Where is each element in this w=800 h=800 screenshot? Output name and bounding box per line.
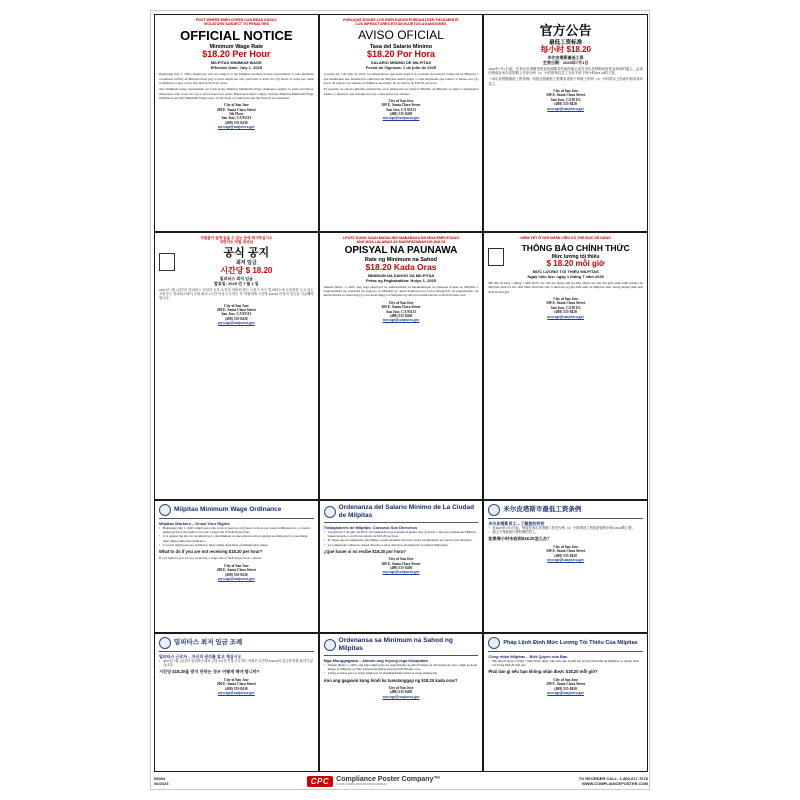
contact-email-link[interactable]: mywage@sanjoseca.gov xyxy=(547,106,585,111)
ordinance-bullet: • It is against the law for an employer to discriminate or take adverse action against an employee for exercising their rights under the Ordinance. xyxy=(159,534,314,542)
contact-phone: (408) 535-8430 xyxy=(225,686,248,691)
ordinance-title: Milpitas Minimum Wage Ordinance xyxy=(174,506,282,513)
notice-rate: $18.20 Per Hour xyxy=(202,49,271,60)
notice-rate: $18.20 Por Hora xyxy=(366,49,436,60)
city-seal-icon xyxy=(159,637,171,649)
contact-name: City of San Jose xyxy=(388,686,414,691)
contact-email-link[interactable]: mywage@sanjoseca.gov xyxy=(382,116,420,121)
contact-block xyxy=(159,678,314,696)
notice-spanish xyxy=(319,14,484,232)
notice-subtitle: Minimum Wage Rate xyxy=(209,44,264,51)
contact-email-link[interactable]: mywage@sanjoseca.gov xyxy=(217,321,255,326)
ordinance-title: Ordenansa sa Minimum na Sahod ng Milpitas xyxy=(338,637,453,652)
flag-line xyxy=(159,236,314,244)
contact-block xyxy=(324,301,479,323)
flag-line-2: VIOLATORS SUBJECT TO PENALTIES xyxy=(203,22,269,27)
city-seal-icon xyxy=(324,639,336,651)
notice-chinese xyxy=(483,14,648,232)
notice-effective: 발효일: 2025 년 7 월 1 일 xyxy=(214,280,259,286)
contact-address-3: San Jose, CA 95113 xyxy=(221,116,252,121)
ordinance-question: Phải làm gì nếu bạn không nhận được $18.20 mỗi giờ? xyxy=(488,669,598,675)
notice-rate: 每小时 $18.20 xyxy=(540,45,592,55)
contact-block xyxy=(159,304,314,326)
contact-phone: (408) 535-8430 xyxy=(389,112,413,117)
notice-rate: 시간당 $ 18.20 xyxy=(220,265,273,275)
city-seal-icon xyxy=(488,637,500,649)
ordinance-section-title: Công nhân Milpitas – Biết Quyền của Bạn xyxy=(488,654,568,659)
contact-address-1: 200 E. Santa Clara Street xyxy=(546,93,586,98)
contact-email-link[interactable]: mywage@sanjoseca.gov xyxy=(382,570,420,575)
notice-subtitle: Tasa del Salario Mínimo xyxy=(369,44,433,51)
reorder-website-link[interactable]: WWW.COMPLIANCEPOSTER.COM xyxy=(581,781,648,786)
brand-name: Compliance Poster Company™ xyxy=(336,776,441,783)
ordinance-section-title: Mga Manggagawa – Alamin ang Inyong mga Karapatan xyxy=(323,658,428,663)
ordinance-bullet: • Bắt đầu từ ngày 1 tháng 7 năm 2025, nhân viên làm việc ít nhất hai (2) giờ mỗi tuần tại Milpitas có quyền được trả lương $18.20 mỗi giờ. xyxy=(488,659,643,667)
contact-address-1: 200 E. Santa Clara Street xyxy=(381,103,421,108)
notice-title: OPISYAL NA PAUNAWA xyxy=(344,245,458,257)
contact-phone: (408) 535-8430 xyxy=(389,313,413,318)
notice-english xyxy=(154,14,319,232)
contact-block xyxy=(488,297,643,319)
contact-email-link[interactable]: mywage@sanjoseca.gov xyxy=(547,314,585,319)
flag-line-1: PUBLIQUE DONDE LOS EMPLEADOS PUEDAN LEER FÁCILMENTE xyxy=(343,18,459,22)
flag-line xyxy=(324,236,479,244)
flag-line-2: LOS INFRACTORES ESTÁN SUJETOS A SANCIONES xyxy=(355,22,447,27)
contact-address-1: 200 E. Santa Clara Street xyxy=(381,305,421,310)
contact-name: City of San Jose xyxy=(553,296,578,301)
notice-subtitle: 最低工资标准 xyxy=(549,40,583,46)
contact-name: City of San Jose xyxy=(388,557,414,562)
notice-vietnamese xyxy=(483,232,648,500)
notice-title: OFFICIAL NOTICE xyxy=(180,28,293,44)
ordinance-bullet: • Es ilegal que un empleador discrimine o tome medidas adversas contra un empleado por ejercer sus derechos. xyxy=(324,538,479,542)
contact-address-3: San Jose, CA 95113 xyxy=(221,312,252,317)
contact-phone: (408) 535-8430 xyxy=(225,316,248,321)
notice-subtitle: Rate ng Minimum na Sahod xyxy=(364,257,438,264)
ordinance-section-title: 밀피타스 근로자 – 자신의 권리를 알고 계십시오 xyxy=(159,654,242,659)
notice-para-2: 《米尔皮塔斯最低工资条例》所规定的最低工资要求适用于每周工作两（2）小时或以上的成年和未成年员工。 xyxy=(488,77,643,86)
flag-line xyxy=(488,236,643,240)
ordinance-header xyxy=(159,637,314,652)
contact-address-3: San Jose, CA 95113 xyxy=(550,97,581,102)
contact-phone: (408) 535-8430 xyxy=(554,310,577,315)
contact-name: City of San Jose xyxy=(223,563,249,568)
contact-address-2: 5th Floor xyxy=(229,111,244,116)
contact-email-link[interactable]: mywage@sanjoseca.gov xyxy=(382,318,420,323)
notice-effective: Petsa ng Pagkakabisa: Hulyo 1, 2025 xyxy=(365,277,437,283)
notice-para-1: 2025年7月1日起，在米尔皮塔斯受营业执照要求约束的雇主或在米尔皮塔斯设有营业场所的雇主，必须向每周在米尔皮塔斯工作至少两（2）小时的每位员工支付不低于每小时$18.20的工资。 xyxy=(488,66,643,76)
contact-address-1: 200 E. Santa Clara Street xyxy=(546,682,586,687)
contact-name: City of San Jose xyxy=(388,300,414,305)
notice-para-2: The minimum wage requirement set forth in the Milpitas Minimum Wage Ordinance applies to adult and minor employees who work two (2) or more hours per week. Employers must comply with the Milpitas Minimum Wage Ordinance and the Minimum Wage Laws of the State of California and the Federal Government. xyxy=(159,87,314,100)
contact-phone: (408) 535-8430 xyxy=(389,690,413,695)
notice-para-1: Bắt đầu từ ngày 1 tháng 7 năm 2025, các chủ lao động chịu sự điều chỉnh của yêu cầu giấy phép kinh doanh của Milpitas phải trả cho mỗi nhân viên làm việc ít nhất hai (2) giờ mỗi tuần tại Milpitas mức lương không thấp hơn $18.20 mỗi giờ. xyxy=(488,281,643,294)
ordinance-question: ¿Qué hacer si no recibe $18.20 por hora? xyxy=(323,548,406,554)
contact-address-1: 200 E. Santa Clara Street xyxy=(216,308,256,312)
notice-org: MỨC LƯƠNG TỐI THIỂU MILPITAS xyxy=(532,269,599,274)
ordinance-header xyxy=(488,504,643,519)
ordinance-chinese xyxy=(483,500,648,633)
notice-org: 밀피타스 최저 임금 xyxy=(219,275,253,281)
notice-korean xyxy=(154,232,319,500)
contact-block xyxy=(324,686,479,699)
city-seal-icon xyxy=(159,504,171,516)
contact-phone: (408) 535-8430 xyxy=(225,120,248,125)
contact-block xyxy=(488,545,643,563)
contact-email-link[interactable]: mywage@sanjoseca.gov xyxy=(217,576,255,581)
ordinance-bullet: • Covered employees are entitled to these rights regardless of immigration status. xyxy=(159,543,314,547)
ordinance-bullet: • Los empleados cubiertos tienen derecho a estos derechos sin importar su estatus migratorio. xyxy=(324,543,479,547)
ordinance-bullet: • 自2025年7月1日起，每周在米尔皮塔斯工作至少两（2）小时的员工有权获得每小时$18.20的工资。 xyxy=(488,526,643,530)
notice-rate: $ 18.20 mỗi giờ xyxy=(546,259,605,269)
contact-name: City of San Jose xyxy=(553,89,578,94)
flag-line-1: NIÊM YẾT Ở NƠI NHÂN VIÊN CÓ THỂ ĐỌC DỄ DÀNG xyxy=(520,236,611,240)
notice-para-1: A partir del 1 de julio de 2025, los empleadores que están sujetos al requisito de licencia comercial de Milpitas o que mantienen una instalación comercial en Milpitas deben pagar a cada empleado que realice al menos dos (2) horas de trabajo por semana en Milpitas un salario de no menos de $18.20 por hora. xyxy=(323,72,479,85)
us-flag-icon xyxy=(488,248,504,266)
ordinance-korean xyxy=(154,633,319,772)
ordinance-title: Pháp Lệnh Định Mức Lương Tối Thiểu Của Milpitas xyxy=(503,639,638,646)
notice-title: THÔNG BÁO CHÍNH THỨC xyxy=(521,243,630,254)
contact-name: City of San Jose xyxy=(388,98,414,103)
contact-email-link[interactable]: mywage@sanjoseca.gov xyxy=(217,125,255,130)
poster-revision: 06/2025 xyxy=(154,781,169,786)
notice-effective: Fecha de Vigencia: 1 de julio de 2025 xyxy=(365,65,437,71)
contact-block xyxy=(159,564,314,582)
contact-name: City of San Jose xyxy=(553,544,578,549)
contact-phone: (408) 535-8430 xyxy=(554,686,577,691)
ordinance-section-title: Milpitas Workers – Know Your Rights xyxy=(159,521,230,526)
contact-address-3: San Jose, CA 95113 xyxy=(386,107,416,112)
cpc-logo: CPC xyxy=(307,776,333,787)
notice-para-1: 2025년 7월 1일부터 밀피타스 사업자 등록 요건의 적용을 받는 고용주 또는 밀피타스에 사업장을 두고 있는 고용주는 밀피타스에서 주당 최소 2시간 이상 근무하는 각 직원에게 시간당 $18.20 이상의 임금을 지급해야 합니다. xyxy=(159,287,314,301)
notice-title: 官方公告 xyxy=(539,23,592,38)
notice-para-1: Beginning July 1, 2025, employers who are subject to the Milpitas business license requirement or who maintain a business facility in Milpitas must pay to each employee who performs at least two (2) hours of work per week in Milpitas wages of not less than $18.20 per hour. xyxy=(159,72,314,85)
ordinance-bullet: • A partir del 1 de julio de 2025, los empleados que trabajan al menos dos (2) horas o más por semana en Milpitas tienen derecho a recibir un salario de $18.20 por hora. xyxy=(324,530,479,538)
ordinance-vietnamese xyxy=(483,633,648,772)
contact-block xyxy=(488,89,643,111)
contact-email-link[interactable]: mywage@sanjoseca.gov xyxy=(547,691,585,696)
notice-effective: 生效日期：2025年7月1日 xyxy=(542,59,589,65)
ordinance-bullet: • Labag sa batas para sa isang employer na magdiskrimina laban sa isang empleyado. xyxy=(324,671,479,675)
contact-address-1: 200 E. Santa Clara Street xyxy=(546,549,586,554)
contact-address-3: San Jose, CA 95113 xyxy=(550,305,581,310)
contact-name: City of San Jose xyxy=(223,677,249,682)
notice-tagalog xyxy=(319,232,484,500)
contact-block xyxy=(324,99,479,121)
ordinance-bullet: • Beginning July 1, 2025, employees who work at least two (2) hours or more per week in Milpitas for a covered employer have the right to be paid a wage rate of $18.20 per hour. xyxy=(159,526,314,534)
poster xyxy=(150,10,650,790)
contact-name: City of San Jose xyxy=(223,303,249,308)
contact-address-1: 200 E. Santa Clara Street xyxy=(216,682,256,687)
us-flag-icon xyxy=(159,253,175,271)
ordinance-question-text: If you believe you are not receiving a wage rate of $18.20 per hour, contact: xyxy=(159,556,263,561)
ordinance-english xyxy=(154,500,319,633)
contact-address-1: 200 E. Santa Clara Street xyxy=(381,561,421,566)
flag-line-2: ANG MGA LALABAG AY MAPAPATAWAN NG MULTA xyxy=(356,240,446,245)
ordinance-section-title: Trabajadores de Milpitas: Conozca Sus Derechos xyxy=(323,525,418,530)
ordinance-title: 米尔皮塔斯市最低工资条例 xyxy=(503,506,582,513)
ordinance-question: 如果每小时未收到$18.20怎么办？ xyxy=(488,536,552,542)
ordinance-bullet: • Simula Hulyo 1, 2025, ang mga empleyado na nagtatrabaho ng hindi bababa sa dalawang (2) oras o higit pa kada linggo sa Milpitas ay may karapatang mabayaran ng $18.20 kada oras. xyxy=(324,663,479,671)
notice-para-1: Simula Hulyo 1, 2025, ang mga employer na sumasailalim sa kinakailangan na business license sa Milpitas o nagpapanatili ng pasilidad ng negosyo sa Milpitas ay dapat magbayad sa bawat empleyado na nagtatrabaho ng hindi bababa sa dalawang (2) oras kada linggo sa Milpitas ng sahod na hindi bababa sa $18.20 kada oras. xyxy=(323,284,479,298)
contact-email-link[interactable]: mywage@sanjoseca.gov xyxy=(382,694,420,699)
ordinance-question: What to do if you are not receiving $18.20 per hour? xyxy=(159,549,263,555)
contact-name: City of San Jose xyxy=(223,103,249,108)
flag-line xyxy=(159,18,314,26)
notice-rate: $18.20 Kada Oras xyxy=(365,262,437,273)
flag-line xyxy=(324,18,479,26)
ordinance-spanish xyxy=(319,500,484,633)
notice-effective: Effective Date: July 1, 2025 xyxy=(210,65,262,71)
brand-copyright: © 2025 COMPLIANCE POSTER COMPANY xyxy=(336,783,388,786)
ordinance-title: Ordenanza del Salario Mínimo de La Ciudad de Milpitas xyxy=(338,504,475,519)
notice-title: 공식 공지 xyxy=(223,247,270,260)
city-seal-icon xyxy=(324,506,336,518)
contact-phone: (408) 535-8430 xyxy=(389,566,413,571)
reorder-phone: TO REORDER CALL: 1-800-617-7678 xyxy=(578,776,648,781)
contact-address-1: 200 E. Santa Clara Street xyxy=(546,301,586,306)
flag-line-1: 직원들이 쉽게 읽을 수 있는 곳에 게시하십시오 xyxy=(200,236,273,240)
ordinance-question: 시간당 $18.20을 받지 못하는 경우 어떻게 해야 합니까? xyxy=(159,669,260,675)
contact-phone: (408) 535-8430 xyxy=(225,572,248,577)
flag-line-1: POST WHERE EMPLOYEES CAN READ EASILY xyxy=(195,18,277,22)
ordinance-title: 밀피타스 최저 임금 조례 xyxy=(174,639,243,646)
flag-line-2: 위반자는 처벌 대상임 xyxy=(219,240,253,245)
contact-block xyxy=(324,557,479,575)
notice-org: MILPITAS MINIMUM WAGE xyxy=(210,60,262,66)
notice-effective: Ngày hiệu lực: ngày 1 tháng 7 năm 2025 xyxy=(527,274,604,279)
poster-code: 05094 xyxy=(154,776,166,781)
contact-name: City of San Jose xyxy=(553,677,578,682)
poster-codes xyxy=(154,776,168,786)
notice-subtitle: 최저 임금 xyxy=(235,260,257,267)
poster-grid xyxy=(154,14,648,772)
ordinance-section-title: 米尔皮塔斯员工—了解您的权利 xyxy=(488,521,545,526)
ordinance-question: Ano ang gagawin kung hindi ka tumatanggap ng $18.20 kada oras? xyxy=(323,677,458,683)
notice-para-2: El requisito de salario mínimo establecido en la Ordenanza de Salario Mínimo de Milpitas se aplica a empleados adultos y menores que trabajan dos (2) o más horas por semana. xyxy=(323,87,479,96)
brand xyxy=(307,776,441,787)
ordinance-tagalog xyxy=(319,633,484,772)
ordinance-header xyxy=(324,637,479,656)
notice-title: AVISO OFICIAL xyxy=(358,28,444,43)
contact-block xyxy=(159,103,314,129)
contact-address-3: San Jose, CA 95113 xyxy=(386,309,416,314)
poster-footer xyxy=(154,773,648,789)
notice-org: 米尔皮塔斯最低工资 xyxy=(547,54,584,60)
notice-org: MINIMUM NA SAHOD SA MILPITAS xyxy=(367,272,435,278)
ordinance-bullet: • 雇主不得歧视行使权利的员工。 xyxy=(488,530,643,534)
ordinance-bullet: • 2025년 7월 1일부터 밀피타스에서 주당 2시간 이상 근무하는 직원은 시간당 $18.20의 임금을 받을 권리가 있습니다. xyxy=(159,659,314,667)
contact-address-1: 200 E. Santa Clara Street xyxy=(216,568,256,573)
flag-line-1: I-POST KUNG SAAN MADALING MABABASA NG MGA EMPLEYADO xyxy=(342,236,459,240)
ordinance-header xyxy=(159,504,314,519)
notice-org: SALARIO MÍNIMO DE MILPITAS xyxy=(370,60,432,66)
contact-email-link[interactable]: mywage@sanjoseca.gov xyxy=(217,691,255,696)
city-seal-icon xyxy=(488,504,500,516)
contact-phone: (408) 535-8430 xyxy=(554,102,577,107)
contact-address-1: 200 E. Santa Clara Street xyxy=(216,107,256,112)
contact-email-link[interactable]: mywage@sanjoseca.gov xyxy=(547,558,585,563)
notice-subtitle: Mức lương tối thiểu xyxy=(551,253,600,260)
ordinance-header xyxy=(324,504,479,523)
reorder-info xyxy=(579,776,648,786)
contact-block xyxy=(488,678,643,696)
ordinance-header xyxy=(488,637,643,652)
contact-phone: (408) 535-8430 xyxy=(554,553,577,558)
